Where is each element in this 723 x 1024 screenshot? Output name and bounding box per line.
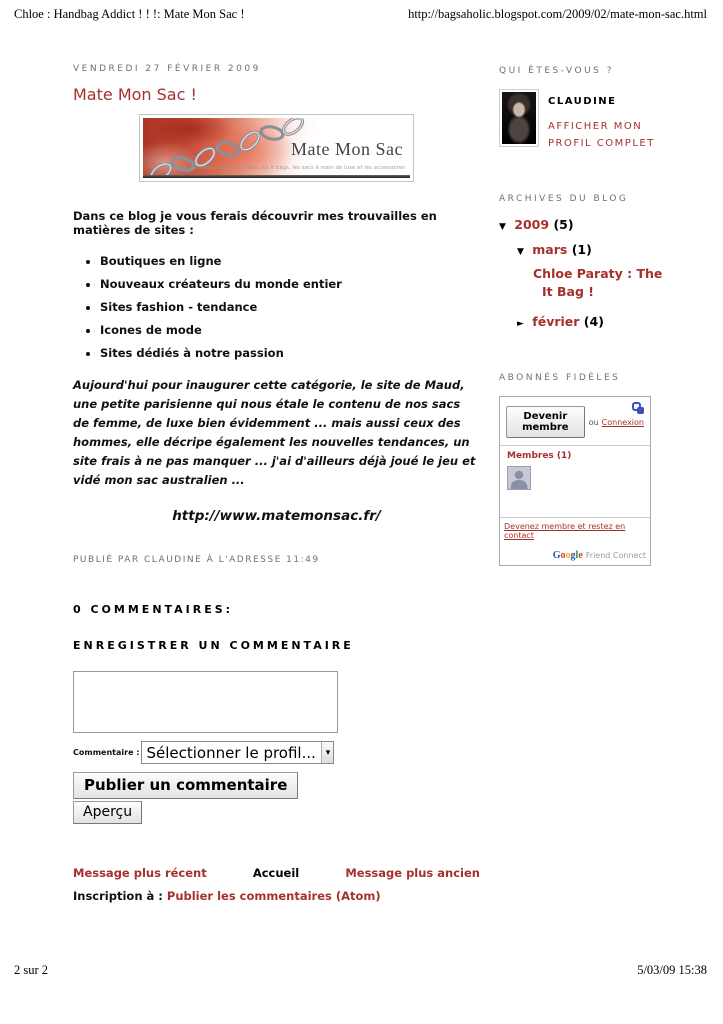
comment-form-title: ENREGISTRER UN COMMENTAIRE bbox=[73, 639, 354, 652]
archive-year-link[interactable]: 2009 bbox=[514, 217, 550, 232]
followers-heading: ABONNÉS FIDÈLES bbox=[499, 373, 621, 383]
archive-month-closed-count: (4) bbox=[583, 314, 604, 329]
signin-link[interactable]: Connexion bbox=[601, 417, 644, 427]
profile-select[interactable] bbox=[141, 741, 334, 764]
view-profile-link-line2: PROFIL COMPLET bbox=[548, 138, 655, 149]
person-silhouette-icon bbox=[508, 467, 530, 489]
or-label: ou bbox=[588, 417, 599, 427]
archive-post-link-line2: It Bag ! bbox=[542, 284, 594, 299]
banner-title: Mate Mon Sac bbox=[291, 139, 403, 159]
friend-connect-widget bbox=[499, 396, 651, 566]
chevron-down-icon[interactable]: ▾ bbox=[321, 742, 333, 763]
bullet-item: • Boutiques en ligne bbox=[100, 254, 480, 268]
print-page-title: Chloe : Handbag Addict ! ! !: Mate Mon Sac ! bbox=[14, 7, 245, 21]
post-title[interactable]: Mate Mon Sac ! bbox=[73, 85, 197, 104]
matemonsac-link[interactable]: http://www.matemonsac.fr/ bbox=[172, 508, 381, 524]
comment-label: Commentaire : bbox=[73, 748, 140, 757]
post-pager bbox=[73, 866, 480, 880]
friend-connect-icon bbox=[632, 402, 645, 415]
bullet-item: • Sites fashion - tendance bbox=[100, 300, 480, 314]
archive-year-count: (5) bbox=[553, 217, 574, 232]
comment-textarea[interactable] bbox=[73, 671, 338, 733]
google-logo-letter: l bbox=[575, 550, 579, 561]
comments-count: 0 COMMENTAIRES: bbox=[73, 603, 234, 616]
bullet-item: • Sites dédiés à notre passion bbox=[100, 346, 480, 360]
banner-tagline: une parisienne aimant le luxe, les it bags, les sacs à main de luxe et les accessoires bbox=[177, 165, 405, 171]
join-member-button[interactable]: Devenir membre bbox=[506, 406, 585, 438]
triangle-down-icon[interactable]: ▼ bbox=[517, 247, 524, 257]
post-byline: PUBLIÉ PAR CLAUDINE À L'ADRESSE 11:49 bbox=[73, 555, 320, 565]
print-footer bbox=[14, 963, 707, 978]
google-logo-letter: e bbox=[578, 550, 583, 561]
profile-name: CLAUDINE bbox=[548, 96, 617, 107]
archive-post-link[interactable] bbox=[533, 266, 665, 301]
profile-select-value: Sélectionner le profil... bbox=[146, 743, 316, 762]
about-heading: QUI ÊTES-VOUS ? bbox=[499, 66, 615, 76]
view-profile-link-line1: AFFICHER MON bbox=[548, 121, 643, 132]
view-profile-link[interactable] bbox=[548, 118, 655, 152]
preview-button[interactable]: Aperçu bbox=[73, 801, 142, 824]
post-intro: Dans ce blog je vous ferais découvrir mes trouvailles en matières de sites : bbox=[73, 209, 437, 237]
google-logo-letter: g bbox=[570, 550, 576, 561]
archive-month-count: (1) bbox=[571, 242, 592, 257]
bullet-item: • Nouveaux créateurs du monde entier bbox=[100, 277, 480, 291]
archive-month-link[interactable]: mars bbox=[532, 242, 568, 257]
google-logo-letter: o bbox=[565, 550, 571, 561]
post-date: VENDREDI 27 FÉVRIER 2009 bbox=[73, 64, 261, 74]
google-logo-letter: o bbox=[560, 550, 566, 561]
archive-month-closed-link[interactable]: février bbox=[532, 314, 580, 329]
sidebar bbox=[499, 58, 665, 566]
profile-photo[interactable] bbox=[499, 89, 539, 147]
print-header bbox=[14, 7, 707, 22]
triangle-down-icon[interactable]: ▼ bbox=[499, 222, 506, 232]
publish-comment-button[interactable]: Publier un commentaire bbox=[73, 772, 298, 799]
google-friend-connect-logo bbox=[504, 543, 646, 562]
post-body: Aujourd'hui pour inaugurer cette catégorie, le site de Maud, une petite parisienne qui nous étale le contenu de nos sacs de femme, de luxe bien évidemment ... mais aussi ceux des hommes, elle décripe également les nouvelles tendances, un site frais à ne pas manquer ... j'ai d'ailleurs déjà joué le jeu et vidé mon sac australien ... bbox=[73, 378, 476, 487]
subscribe-label: Inscription à : bbox=[73, 889, 163, 903]
become-member-link[interactable]: Devenez membre et restez en contact bbox=[504, 522, 626, 540]
main-column bbox=[73, 58, 480, 903]
print-page-url: http://bagsaholic.blogspot.com/2009/02/mate-mon-sac.html bbox=[408, 7, 707, 21]
archive-post-link-line1: Chloe Paraty : The bbox=[533, 266, 663, 281]
post-banner-image bbox=[139, 114, 414, 182]
banner-divider bbox=[143, 175, 410, 178]
member-avatar[interactable] bbox=[507, 466, 531, 490]
print-datetime: 5/03/09 15:38 bbox=[637, 963, 707, 977]
newer-post-link[interactable]: Message plus récent bbox=[73, 866, 207, 880]
subscribe-atom-link[interactable]: Publier les commentaires (Atom) bbox=[166, 889, 381, 903]
triangle-right-icon[interactable]: ► bbox=[517, 319, 524, 329]
google-logo-letter: G bbox=[552, 550, 561, 561]
print-page-number: 2 sur 2 bbox=[14, 963, 49, 977]
home-link[interactable]: Accueil bbox=[252, 866, 300, 880]
post-bullet-list bbox=[100, 254, 480, 360]
members-count-label: Membres (1) bbox=[507, 451, 572, 461]
older-post-link[interactable]: Message plus ancien bbox=[345, 866, 480, 880]
friend-connect-label: Friend Connect bbox=[585, 551, 646, 560]
bullet-item: • Icones de mode bbox=[100, 323, 480, 337]
archives-heading: ARCHIVES DU BLOG bbox=[499, 194, 629, 204]
